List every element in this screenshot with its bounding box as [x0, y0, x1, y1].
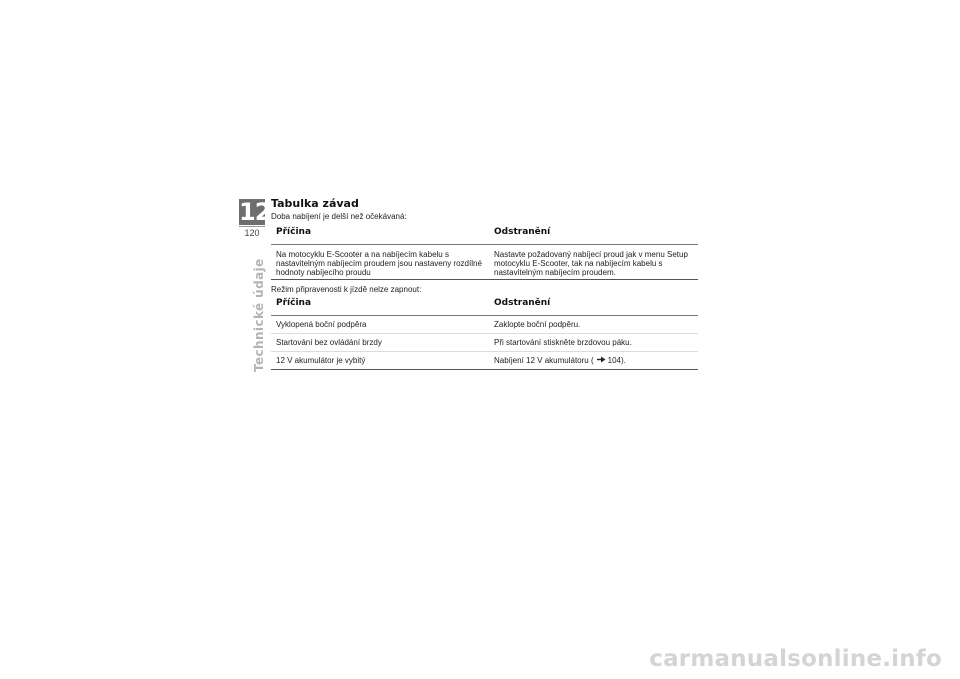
chapter-number-badge: 12 — [239, 198, 271, 226]
table-row — [271, 352, 698, 370]
page-reference-link[interactable]: 104). — [607, 356, 626, 365]
table-header-row — [271, 226, 698, 245]
page-number: 120 — [239, 226, 265, 239]
cause-cell: Startování bez ovládání brzdy — [271, 334, 489, 352]
arrow-reference-icon — [597, 356, 606, 365]
remedy-cell: Při startování stiskněte brzdovou páku. — [489, 334, 698, 352]
column-header-remedy: Odstranění — [489, 297, 698, 316]
column-header-cause: Příčina — [271, 297, 489, 316]
column-header-remedy: Odstranění — [489, 226, 698, 245]
remedy-cell — [489, 352, 698, 370]
page-title: Tabulka závad — [271, 197, 359, 210]
reference-open-paren: ( — [590, 356, 594, 365]
remedy-cell: Zaklopte boční podpěru. — [489, 316, 698, 334]
remedy-cell: Nastavte požadovaný nabíjecí proud jak v menu Setup motocyklu E-Scooter, tak na nabíjecím kabelu s nastavitelným nabíjecím proudem. — [489, 245, 698, 280]
cause-cell: Vyklopená boční podpěra — [271, 316, 489, 334]
table-row — [271, 316, 698, 334]
table-header-row — [271, 297, 698, 316]
watermark-text: carmanualsonline.info — [649, 646, 942, 672]
fault-table-charging — [271, 226, 698, 280]
cause-cell: Na motocyklu E-Scooter a na nabíjecím kabelu s nastavitelným nabíjecím proudem jsou nastaveny rozdílné hodnoty nabíjecího proudu — [271, 245, 489, 280]
main-content — [271, 196, 698, 370]
cause-cell: 12 V akumulátor je vybitý — [271, 352, 489, 370]
section-1-intro: Doba nabíjení je delší než očekávaná: — [271, 212, 407, 221]
table-row — [271, 334, 698, 352]
table-row — [271, 245, 698, 280]
remedy-text: Nabíjení 12 V akumulátoru — [494, 356, 589, 365]
column-header-cause: Příčina — [271, 226, 489, 245]
fault-table-ready-mode — [271, 297, 698, 370]
section-2-intro: Režim připravenosti k jízdě nelze zapnout: — [271, 285, 422, 294]
section-side-label: Technické údaje — [252, 258, 266, 372]
